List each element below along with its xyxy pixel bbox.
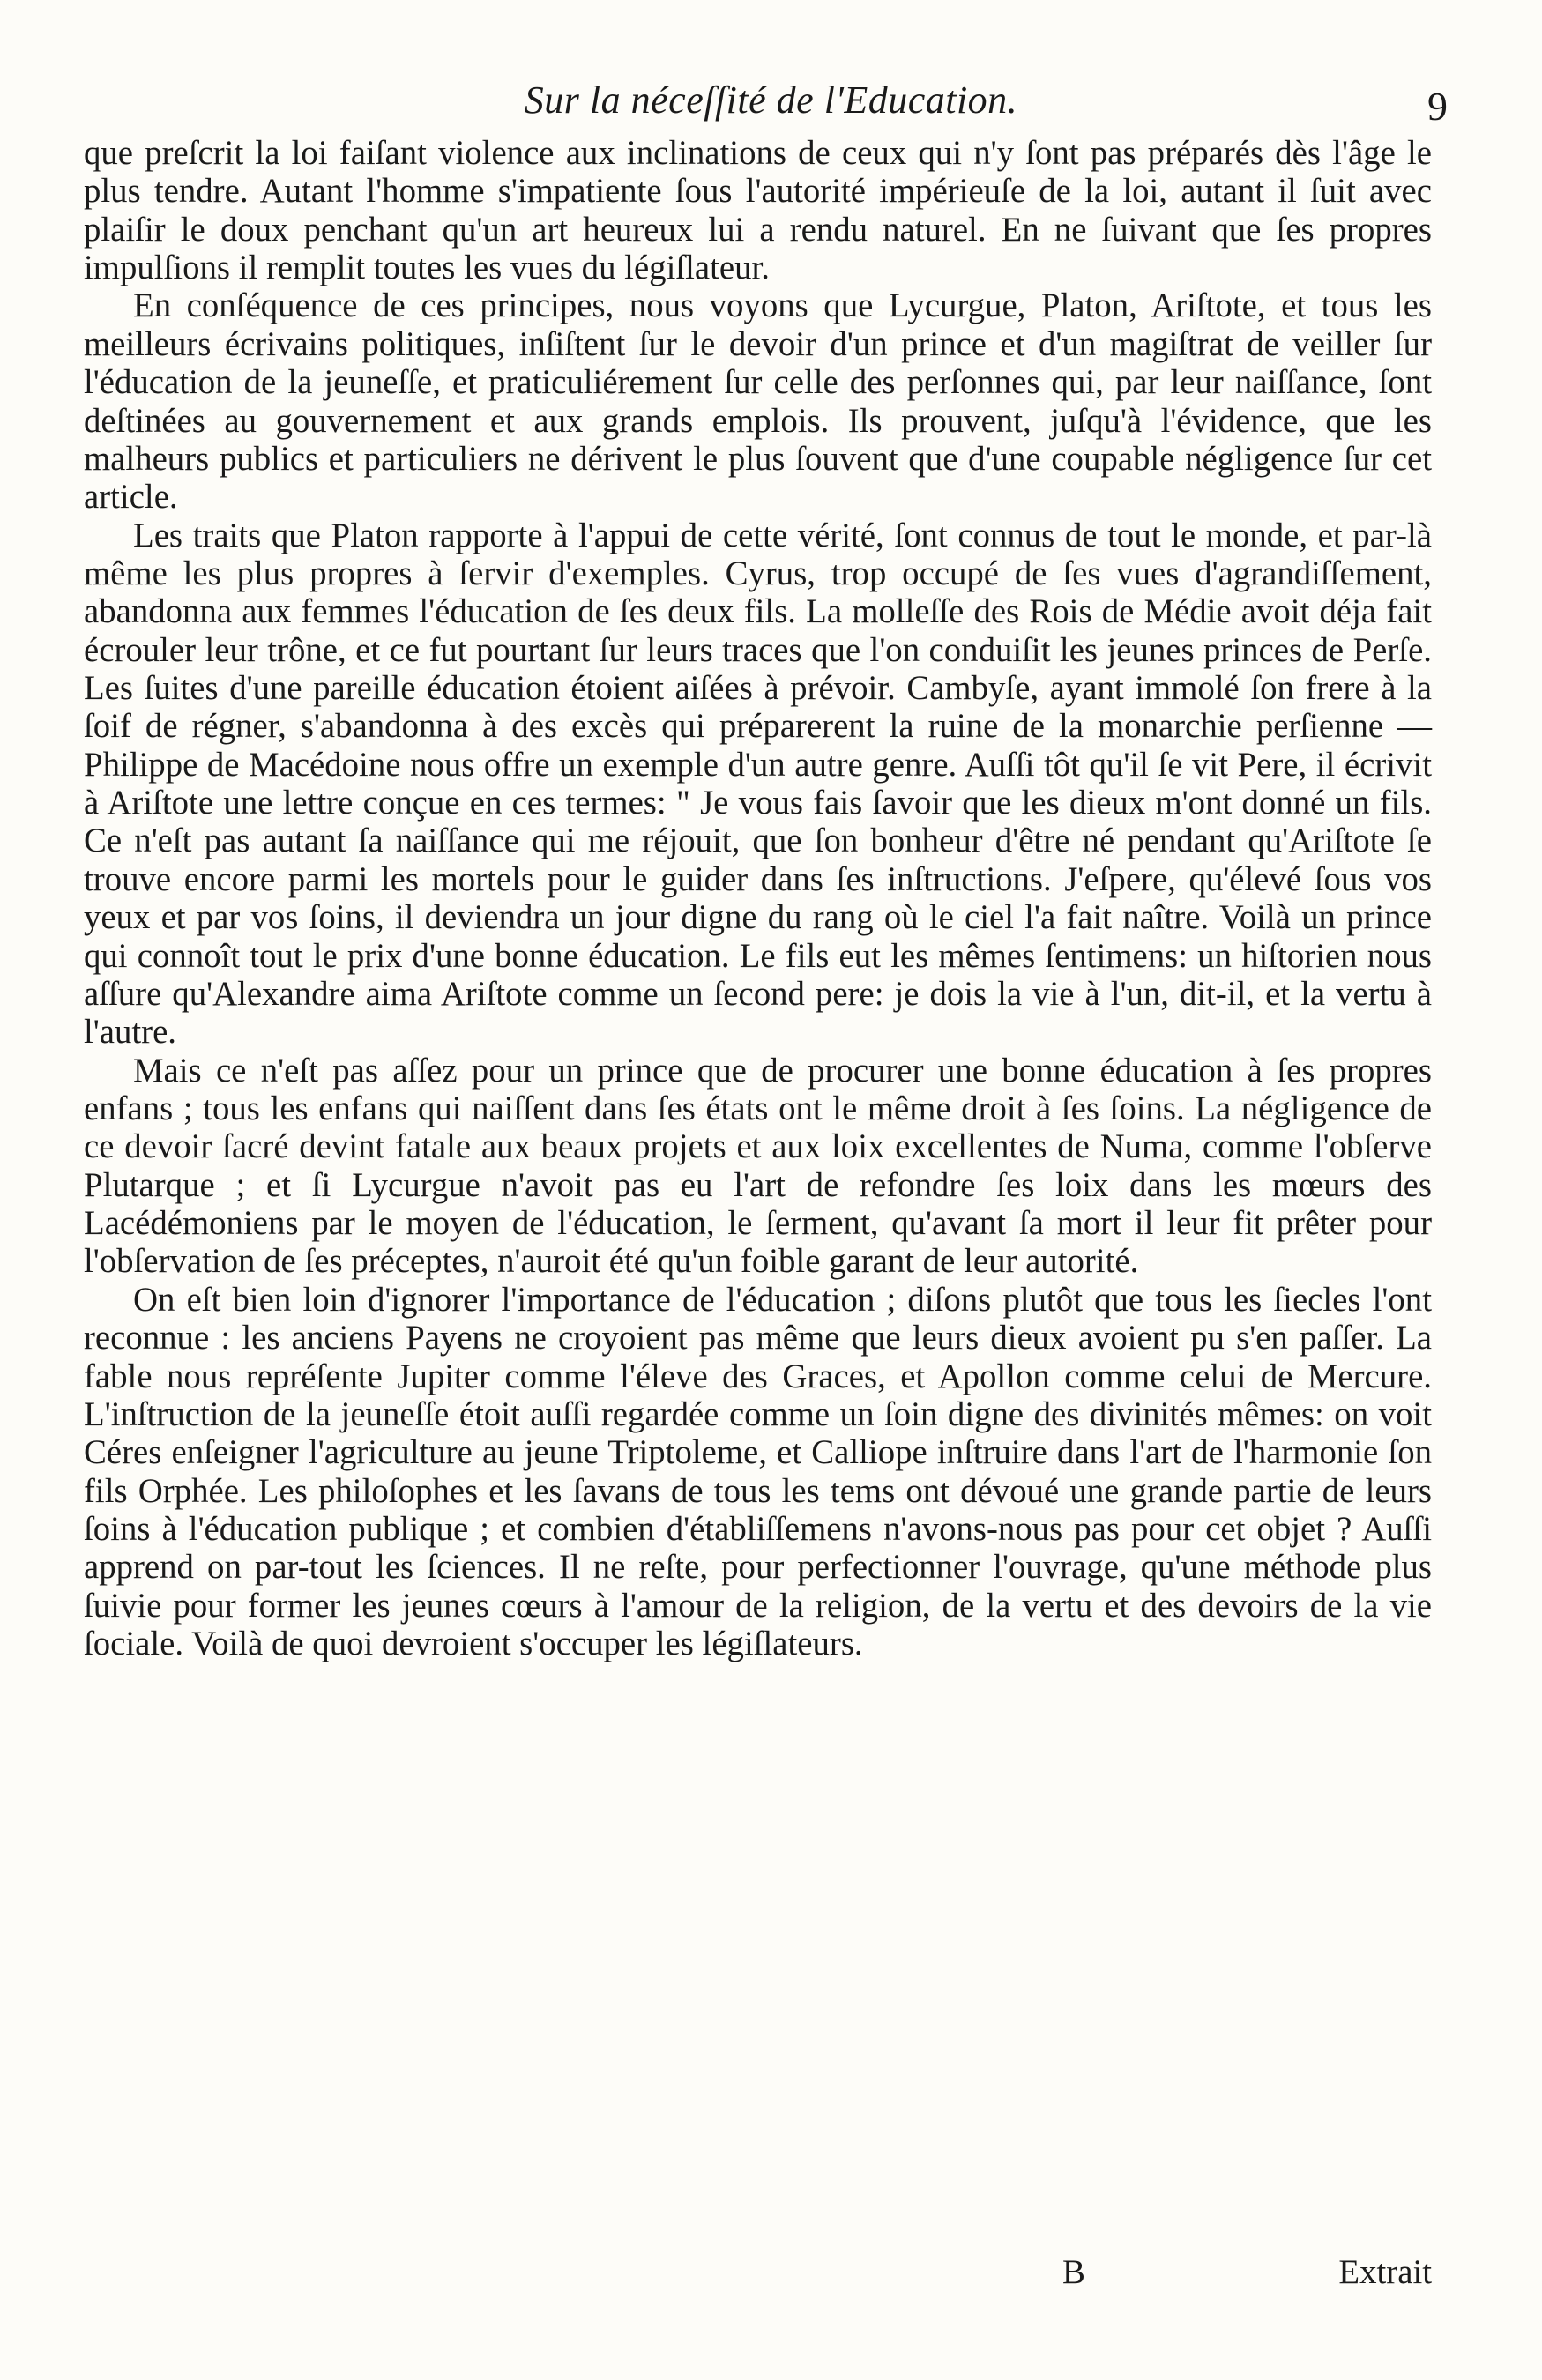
catchword: Extrait — [1338, 2253, 1432, 2291]
running-head: Sur la néceſſité de l'Education. — [524, 78, 1018, 122]
paragraph: En conſéquence de ces principes, nous voyons que Lycurgue, Platon, Ariſtote, et tous les meilleurs écrivains politiques, inſiſtent ſur le devoir d'un prince et d'un magiſtrat de veiller ſur l'éducation de la jeuneſſe, et praticuliérement ſur celle des perſonnes qui, par leur naiſſance, ſont deſtinées au gouvernement et aux grands emplois. Ils prouvent, juſqu'à l'évidence, que les malheurs publics et particuliers ne dérivent le plus ſouvent que d'une coupable négligence ſur cet article. — [84, 286, 1432, 517]
paragraph: Mais ce n'eſt pas aſſez pour un prince que de procurer une bonne éducation à ſes propres enfans ; tous les enfans qui naiſſent dans ſes états ont le même droit à ſes ſoins. La négligence de ce devoir ſacré devint fatale aux beaux projets et aux loix excellentes de Numa, comme l'obſerve Plutarque ; et ſi Lycurgue n'avoit pas eu l'art de refondre ſes loix dans les mœurs des Lacédémoniens par le moyen de l'éducation, le ſerment, qu'avant ſa mort il leur fit prêter pour l'obſervation de ſes préceptes, n'auroit été qu'un foible garant de leur autorité. — [84, 1051, 1432, 1281]
paragraph: Les traits que Platon rapporte à l'appui de cette vérité, ſont connus de tout le monde, et par-là même les plus propres à ſervir d'exemples. Cyrus, trop occupé de ſes vues d'agrandiſſement, abandonna aux femmes l'éducation de ſes deux fils. La molleſſe des Rois de Médie avoit déja fait écrouler leur trône, et ce fut pourtant ſur leurs traces que l'on conduiſit les jeunes princes de Perſe. Les ſuites d'une pareille éducation étoient aiſées à prévoir. Cambyſe, ayant immolé ſon frere à la ſoif de régner, s'abandonna à des excès qui préparerent la ruine de la monarchie perſienne — Philippe de Macédoine nous offre un exemple d'un autre genre. Auſſi tôt qu'il ſe vit Pere, il écrivit à Ariſtote une lettre conçue en ces termes: " Je vous fais ſavoir que les dieux m'ont donné un fils. Ce n'eſt pas autant ſa naiſſance qui me réjouit, que ſon bonheur d'être né pendant qu'Ariſtote ſe trouve encore parmi les mortels pour le guider dans ſes inſtructions. J'eſpere, qu'élevé ſous vos yeux et par vos ſoins, il deviendra un jour digne du rang où le ciel l'a fait naître. Voilà un prince qui connoît tout le prix d'une bonne éducation. Le fils eut les mêmes ſentimens: un hiſtorien nous aſſure qu'Alexandre aima Ariſtote comme un ſecond pere: je dois la vie à l'un, dit-il, et la vertu à l'autre. — [84, 516, 1432, 1052]
page-header — [84, 78, 1458, 139]
signature-mark: B — [1062, 2253, 1085, 2291]
page-footer — [84, 2252, 1432, 2305]
page-body — [84, 134, 1432, 1662]
paragraph: On eſt bien loin d'ignorer l'importance de l'éducation ; diſons plutôt que tous les ſiecles l'ont reconnue : les anciens Payens ne croyoient pas même que leurs dieux avoient pu s'en paſſer. La fable nous repréſente Jupiter comme l'éleve des Graces, et Apollon comme celui de Mercure. L'inſtruction de la jeuneſſe étoit auſſi regardée comme un ſoin digne des divinités mêmes: on voit Céres enſeigner l'agriculture au jeune Triptoleme, et Calliope inſtruire dans l'art de l'harmonie ſon fils Orphée. Les philoſophes et les ſavans de tous les tems ont dévoué une grande partie de leurs ſoins à l'éducation publique ; et combien d'établiſſemens n'avons-nous pas pour cet objet ? Auſſi apprend on par-tout les ſciences. Il ne reſte, pour perfectionner l'ouvrage, qu'une méthode plus ſuivie pour former les jeunes cœurs à l'amour de la religion, de la vertu et des devoirs de la vie ſociale. Voilà de quoi devroient s'occuper les légiſlateurs. — [84, 1280, 1432, 1663]
page-number: 9 — [1427, 84, 1448, 129]
paragraph: que preſcrit la loi faiſant violence aux inclinations de ceux qui n'y ſont pas préparés dès l'âge le plus tendre. Autant l'homme s'impatiente ſous l'autorité impérieuſe de la loi, autant il ſuit avec plaiſir le doux penchant qu'un art heureux lui a rendu naturel. En ne ſuivant que ſes propres impulſions il remplit toutes les vues du légiſlateur. — [84, 134, 1432, 287]
